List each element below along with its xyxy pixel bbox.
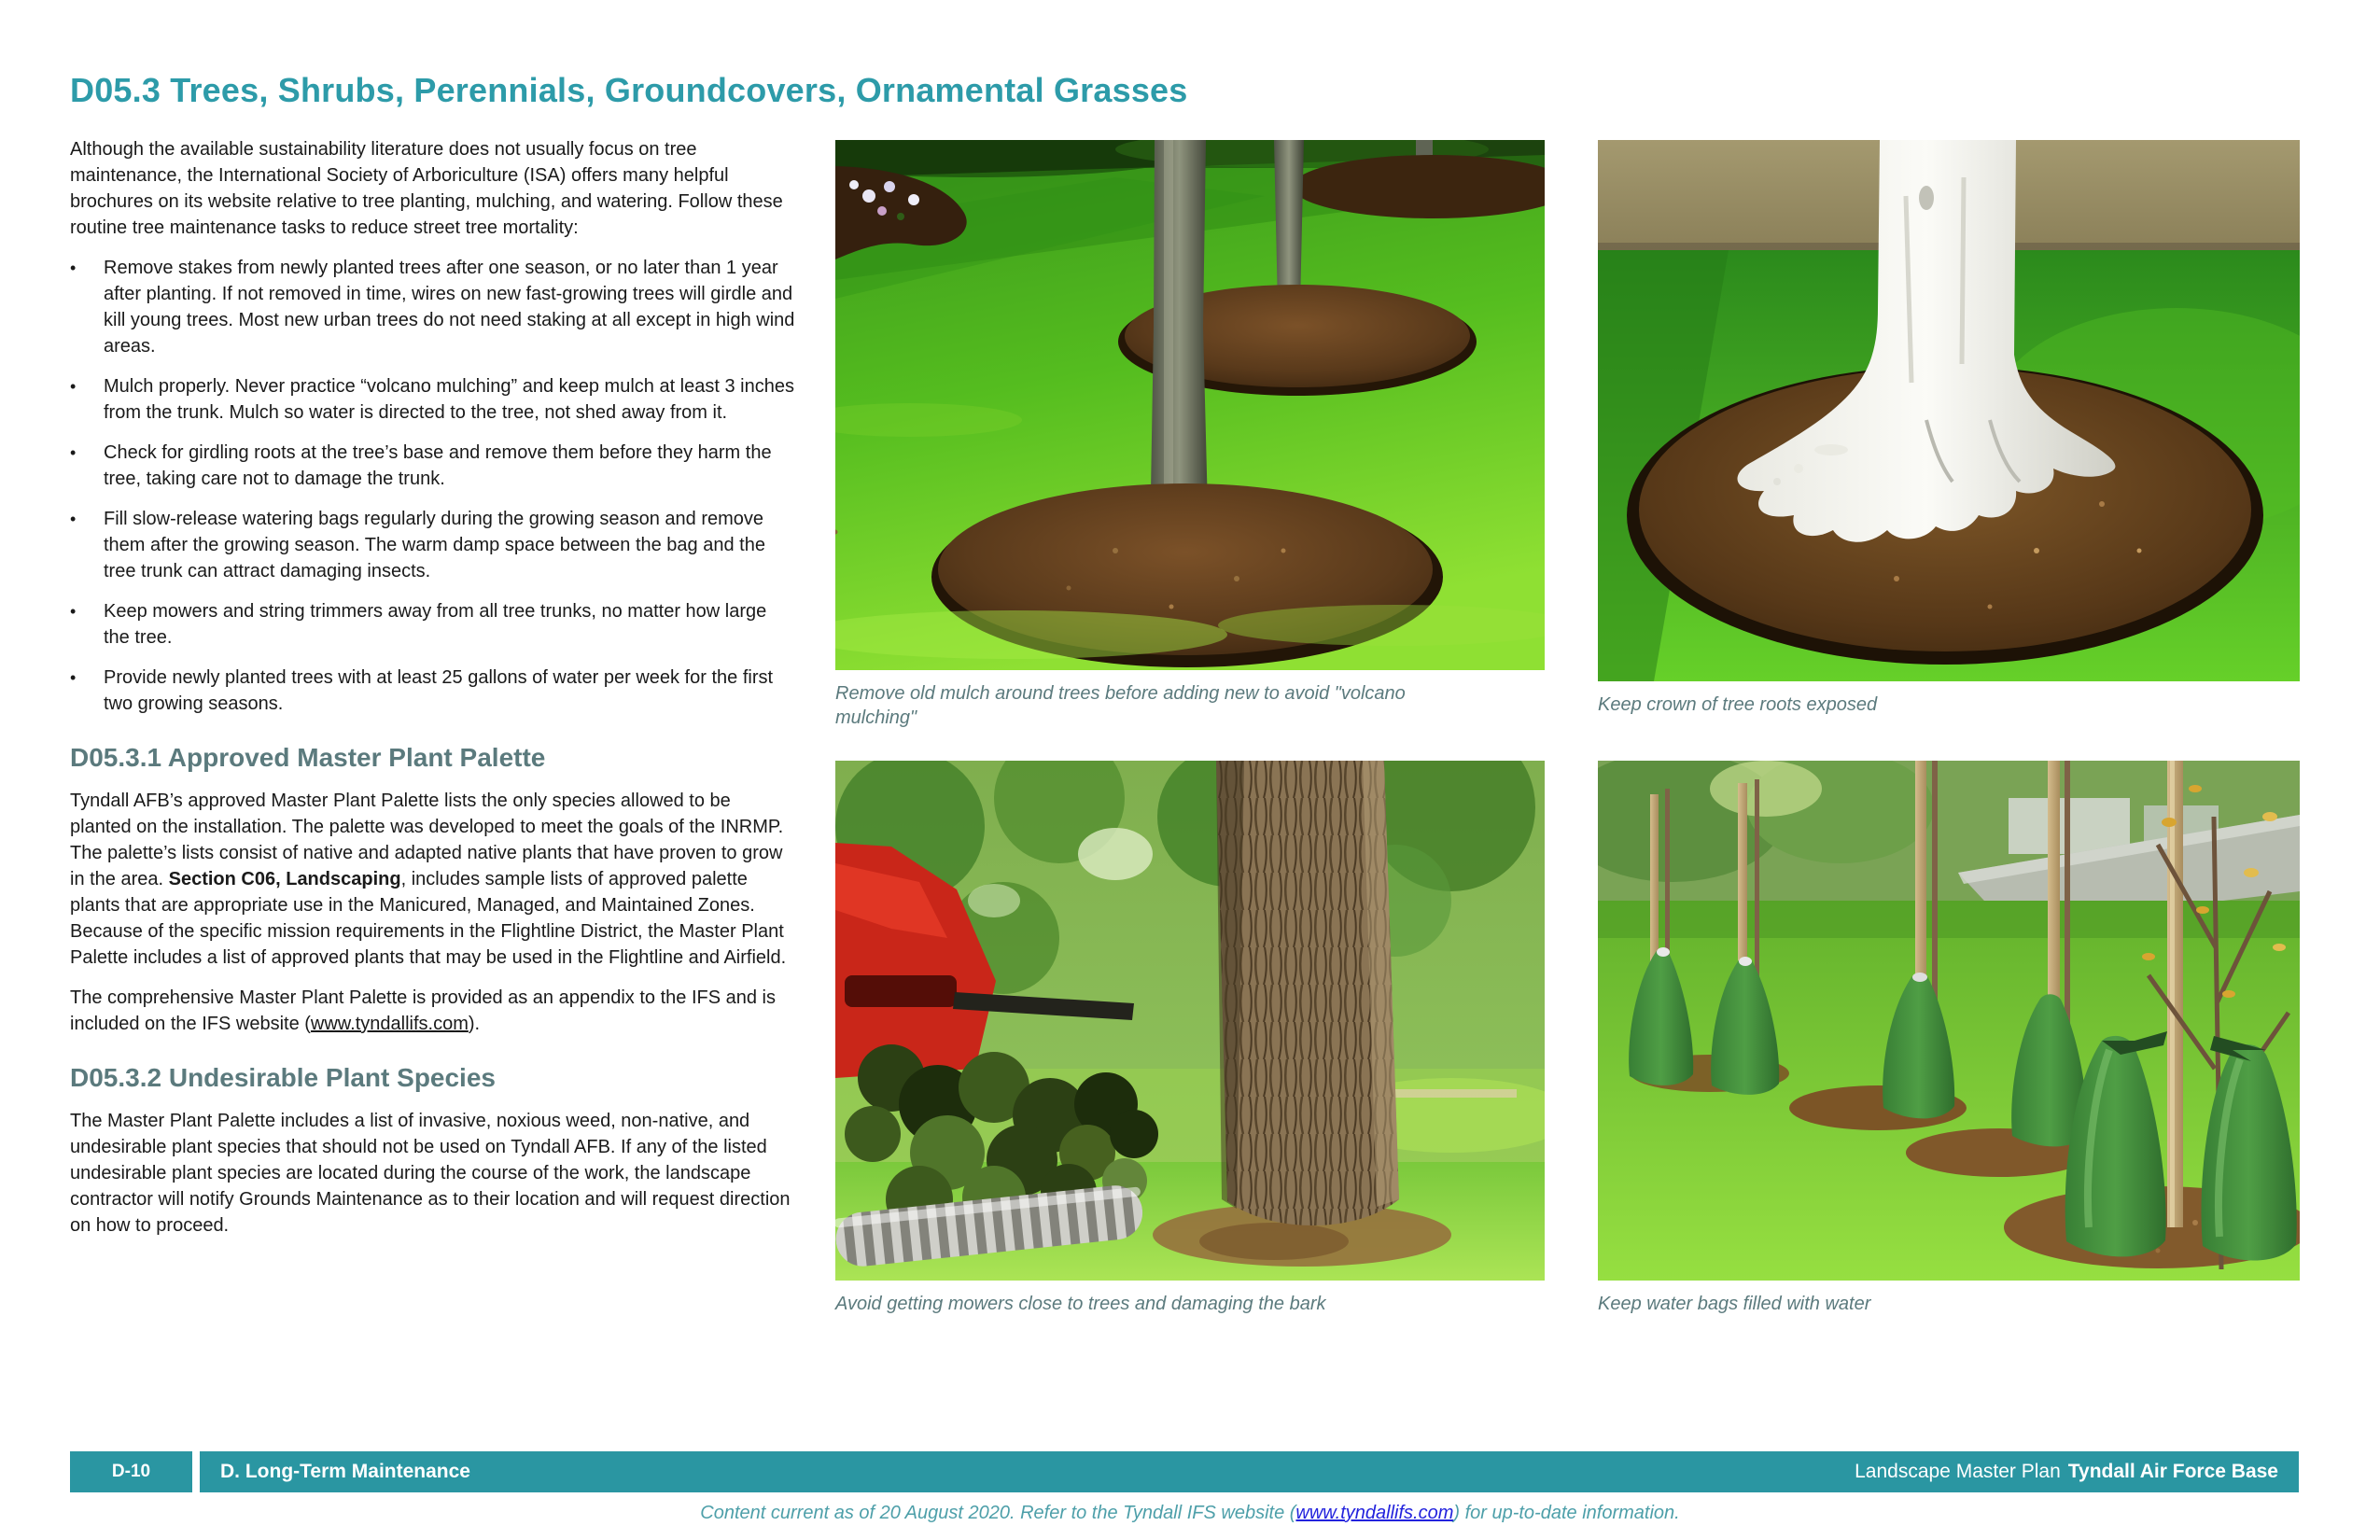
photo-caption: Remove old mulch around trees before adding new to avoid "volcano mulching" xyxy=(835,683,1406,728)
footer-page-number: D-10 xyxy=(70,1451,192,1492)
section1-paragraph2-text: The comprehensive Master Plant Palette is provided as an appendix to the IFS and is included on the IFS website ( xyxy=(70,987,776,1034)
section-heading-approved-plant-palette: D05.3.1 Approved Master Plant Palette xyxy=(70,743,546,772)
list-item xyxy=(70,598,796,651)
bullet-text: Fill slow-release watering bags regularly during the growing season and remove them after the growing season. The warm damp space between the bag and the tree trunk can attract damaging insects. xyxy=(104,509,765,581)
section1-paragraph1-text: Tyndall AFB’s approved Master Plant Palette lists the only species allowed to be planted on the installation. The palette was developed to meet the goals of the INRMP. The palette’s lists consist of native and adapted native plants that have proven to grow in the area. xyxy=(70,791,784,889)
bullet-marker xyxy=(70,440,104,492)
background-tree-trunk xyxy=(1274,140,1304,306)
section1-paragraph1-text: , includes sample lists of approved palette plants that are appropriate use in the Manicured, Managed, and Maintained Zones. Because of the specific mission requirements in the Flightline District, the Master Plant Palette includes a list of approved plants that may be used in the Flightline and Airfield. xyxy=(70,869,787,968)
list-item xyxy=(70,255,796,359)
footer-document-title xyxy=(1855,1461,2278,1483)
section2-paragraph: The Master Plant Palette includes a list of invasive, noxious weed, non-native, and undesirable plant species that should not be used on Tyndall AFB. If any of the listed undesirable plant species are located during the course of the work, the landscape contractor will notify Grounds Maintenance as to their location and will request direction on how to proceed. xyxy=(70,1111,791,1236)
footer-note xyxy=(0,1503,2380,1524)
photo-caption: Avoid getting mowers close to trees and damaging the bark xyxy=(835,1294,1326,1314)
photo-caption: Keep water bags filled with water xyxy=(1598,1294,1871,1314)
bullet-text: Remove stakes from newly planted trees after one season, or no later than 1 year after planting. If not removed in time, wires on new fast-growing trees will girdle and kill young trees. Most new urban trees do not need staking at all except in high wind areas. xyxy=(104,258,795,357)
photo-mower-near-tree xyxy=(835,761,1545,1316)
bullet-text: Check for girdling roots at the tree’s base and remove them before they harm the tree, taking care not to damage the trunk. xyxy=(104,442,772,489)
section1-paragraph2-text: ). xyxy=(468,1014,481,1034)
list-item xyxy=(70,506,796,584)
intro-paragraph: Although the available sustainability literature does not usually focus on tree maintenance, the International Society of Arboriculture (ISA) offers many helpful brochures on its website relative to tree planting, mulching, and watering. Follow these routine tree maintenance tasks to reduce street tree mortality: xyxy=(70,139,783,238)
body-text-column xyxy=(70,136,796,1253)
bullet-marker xyxy=(70,665,104,717)
page-title: D05.3 Trees, Shrubs, Perennials, Groundcovers, Ornamental Grasses xyxy=(70,71,1188,109)
mower-image xyxy=(835,761,1545,1281)
footer-note-text: Content current as of 20 August 2020. Refer to the Tyndall IFS website ( xyxy=(700,1503,1296,1523)
list-item xyxy=(70,665,796,717)
section1-paragraph2 xyxy=(70,985,796,1037)
ifs-website-link[interactable]: www.tyndallifs.com xyxy=(310,1014,469,1034)
bullet-marker xyxy=(70,255,104,359)
footer-note-text: ) for up-to-date information. xyxy=(1453,1503,1680,1523)
bullet-marker xyxy=(70,598,104,651)
bullet-text: Keep mowers and string trimmers away from all tree trunks, no matter how large the tree. xyxy=(104,601,767,648)
bullet-marker xyxy=(70,506,104,584)
list-item xyxy=(70,440,796,492)
footer-ifs-website-link[interactable]: www.tyndallifs.com xyxy=(1295,1503,1454,1523)
footer-chapter-title: D. Long-Term Maintenance xyxy=(220,1461,470,1482)
root-crown-image xyxy=(1598,140,2300,681)
footer-plan-name: Landscape Master Plan xyxy=(1855,1461,2061,1482)
mulch-rings-image xyxy=(835,140,1545,670)
photo-mulch-rings xyxy=(835,140,1545,730)
bullet-text: Provide newly planted trees with at least 25 gallons of water per week for the first two growing seasons. xyxy=(104,667,774,714)
footer-base-name: Tyndall Air Force Base xyxy=(2067,1461,2278,1482)
photo-root-crown xyxy=(1598,140,2300,717)
footer-bar xyxy=(200,1451,2299,1492)
bullet-marker xyxy=(70,373,104,426)
bullet-text: Mulch properly. Never practice “volcano mulching” and keep mulch at least 3 inches from the trunk. Mulch so water is directed to the tree, not shed away from it. xyxy=(104,376,794,423)
list-item xyxy=(70,373,796,426)
photo-water-bags xyxy=(1598,761,2300,1316)
photo-caption: Keep crown of tree roots exposed xyxy=(1598,694,1878,715)
section-c06-reference: Section C06, Landscaping xyxy=(168,869,401,889)
section1-paragraph1 xyxy=(70,788,796,971)
section-heading-undesirable-plant-species: D05.3.2 Undesirable Plant Species xyxy=(70,1063,496,1092)
water-bags-image xyxy=(1598,761,2300,1281)
